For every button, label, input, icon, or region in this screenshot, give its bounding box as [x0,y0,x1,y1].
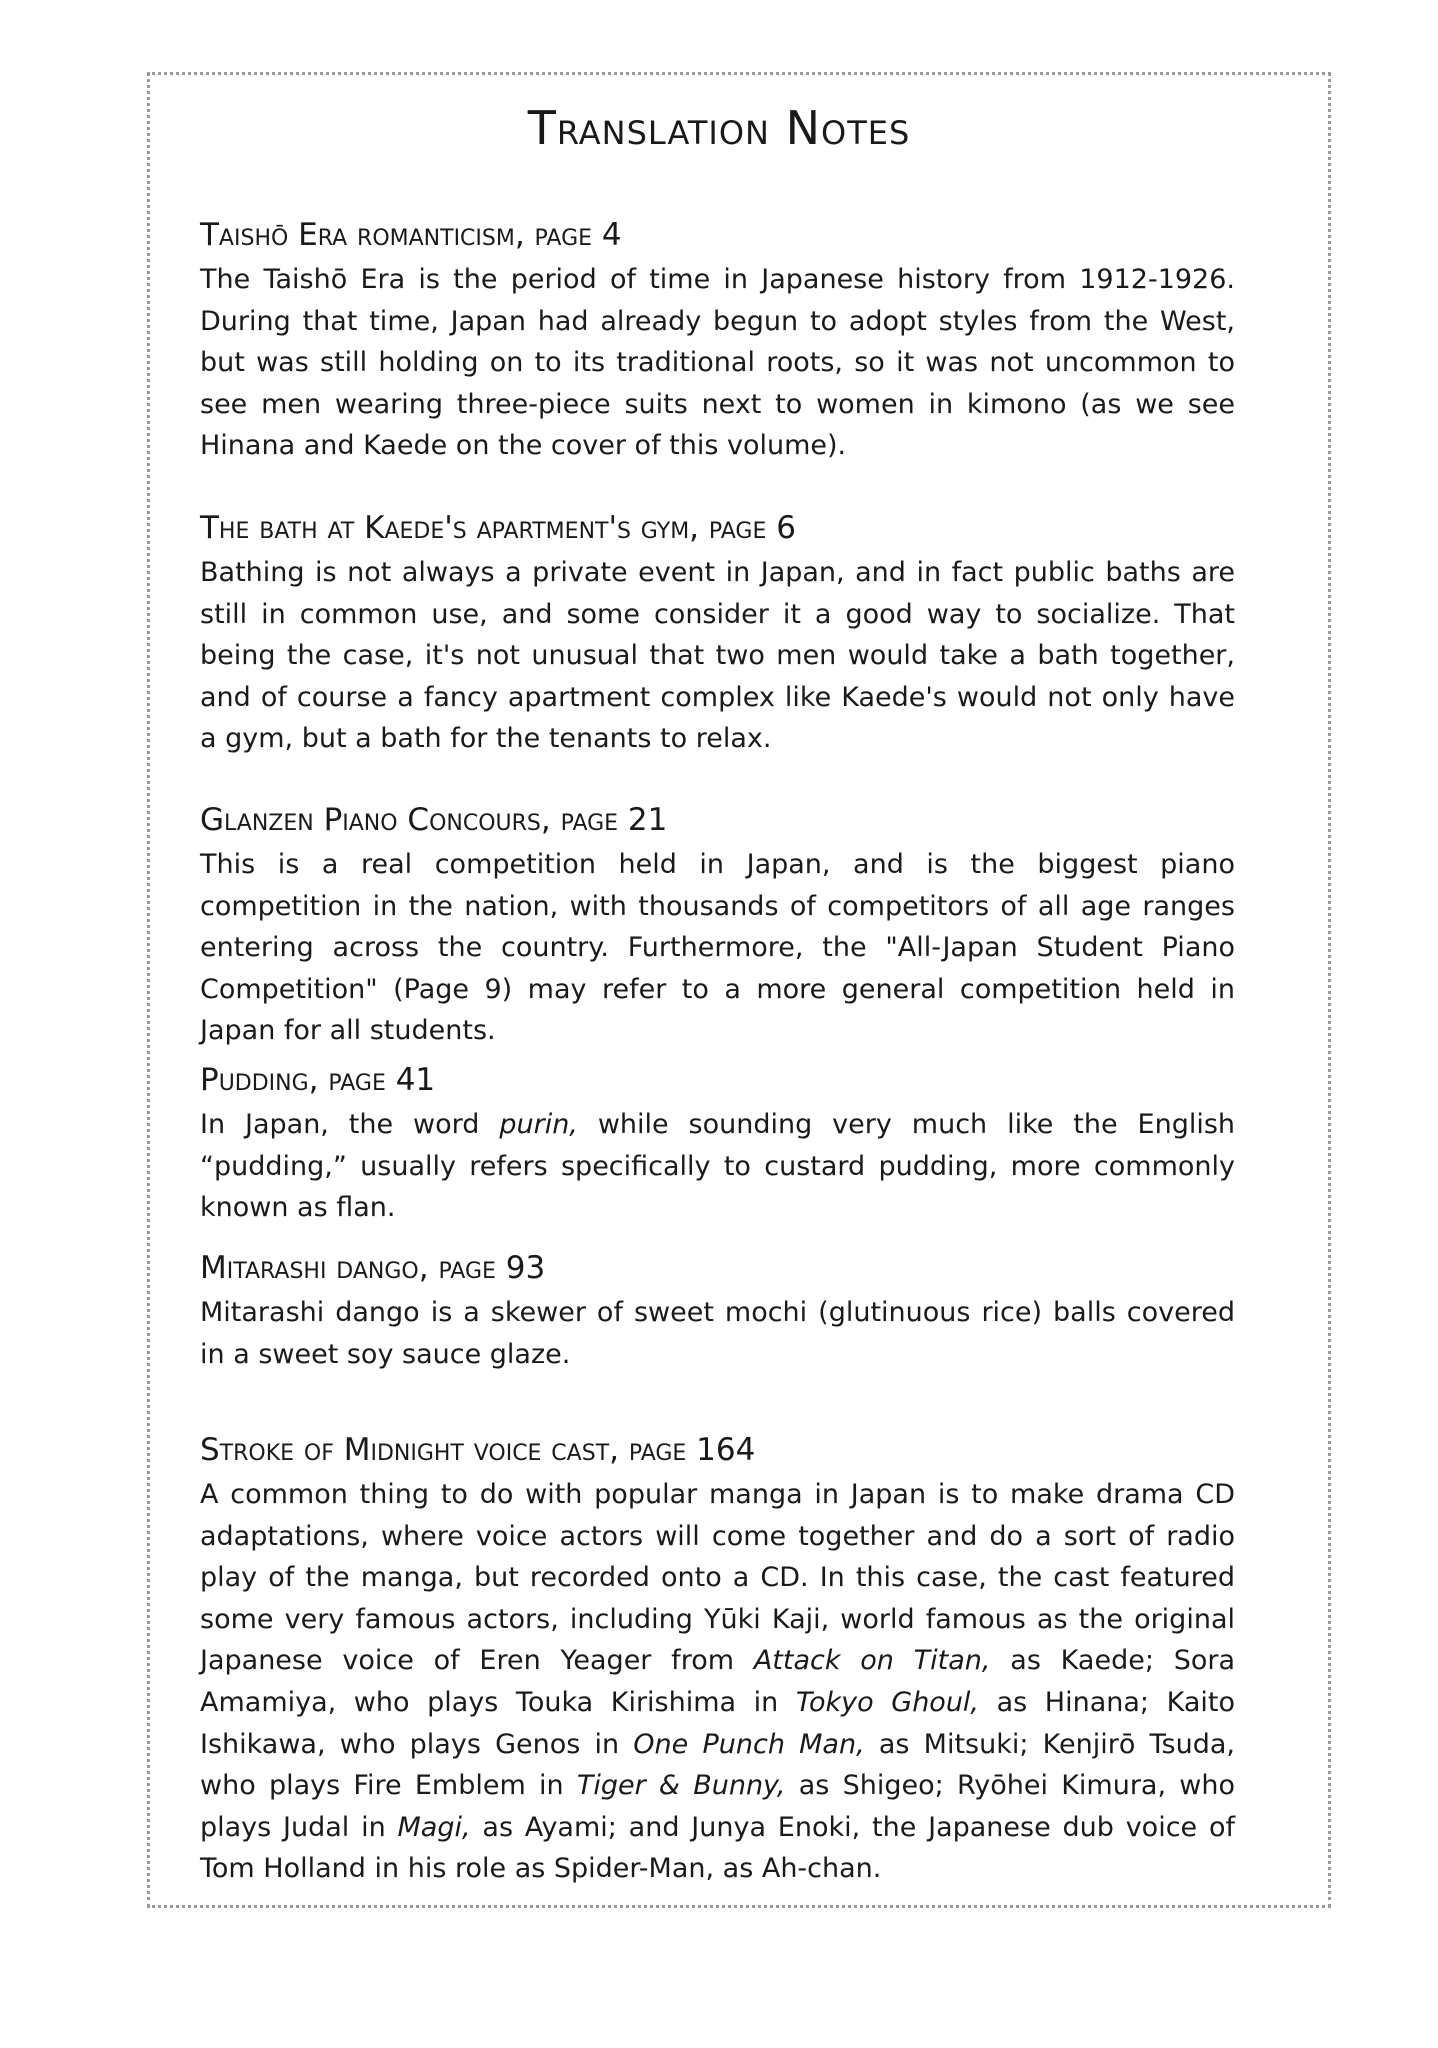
note-bath [200,508,1235,760]
note-text: In Japan, the word [200,1109,500,1140]
note-pudding [200,1060,1235,1229]
note-glanzen-piano [200,800,1235,1052]
note-body: The Taishō Era is the period of time in Japanese history from 1912-1926. During that time, Japan had already begun to adopt styles from the West, but was still holding on to its traditional roots, so it was not uncommon to see men wearing three-piece suits next to women in kimono (as we see Hinana and Kaede on the cover of this volume). [200,264,1235,462]
note-text: as Shigeo; Ryōhei Kimura, who plays Judal in [200,1770,1235,1843]
title-magi: Magi, [397,1811,471,1843]
note-heading: Pudding, page 41 [200,1062,436,1098]
note-taisho-era [200,215,1235,467]
title-one-punch-man: One Punch Man, [633,1728,865,1760]
note-voice-cast [200,1430,1235,1890]
note-heading: Taishō Era romanticism, page 4 [200,217,622,253]
note-heading: Glanzen Piano Concours, page 21 [200,802,668,838]
note-text: while sounding very much like the English “pudding,” usually refers specifically to custard pudding, more commonly known as flan. [200,1109,1236,1224]
note-italic-term: purin, [499,1109,578,1140]
note-body: Bathing is not always a private event in Japan, and in fact public baths are still in common use, and some consider it a good way to socialize. That being the case, it's not unusual that two men would take a bath together, and of course a fancy apartment complex like Kaede's would not only have a gym, but a bath for the tenants to relax. [200,557,1235,755]
note-body: Mitarashi dango is a skewer of sweet mochi (glutinuous rice) balls covered in a sweet soy sauce glaze. [200,1297,1235,1370]
note-body: This is a real competition held in Japan, and is the biggest piano competition in the nation, with thousands of competitors of all age ranges entering across the country. Furthermore, the "All-Japan Student Piano Competition" (Page 9) may refer to a more general competition held in Japan for all students. [200,849,1235,1047]
note-text: as Hinana; Kaito Ishikawa, who plays Genos in [200,1686,1235,1760]
title-attack-on-titan: Attack on Titan, [753,1645,991,1677]
note-body [200,1474,1235,1890]
note-text: as Ayami; and Junya Enoki, the Japanese dub voice of Tom Holland in his role as Spider-Man, as Ah-chan. [200,1811,1235,1885]
title-tokyo-ghoul: Tokyo Ghoul, [795,1686,980,1718]
note-body [200,1104,1235,1229]
note-heading: Stroke of Midnight voice cast, page 164 [200,1432,756,1468]
note-text: as Mitsuki; Kenjirō Tsuda, who plays Fire Emblem in [200,1728,1235,1802]
title-tiger-and-bunny: Tiger & Bunny, [576,1770,786,1802]
note-text: as Kaede; Sora Amamiya, who plays Touka Kirishima in [200,1645,1235,1718]
note-text: A common thing to do with popular manga in Japan is to make drama CD adaptations, where voice actors will come together and do a sort of radio play of the manga, but recorded onto a CD. In this case, the cast featured some very famous actors, including Yūki Kaji, world famous as the original Japanese voice of Eren Yeager from [200,1479,1235,1677]
note-mitarashi-dango [200,1248,1235,1375]
page-title: Translation Notes [527,101,911,155]
note-heading: The bath at Kaede's apartment's gym, page 6 [200,510,796,546]
note-heading: Mitarashi dango, page 93 [200,1250,546,1286]
